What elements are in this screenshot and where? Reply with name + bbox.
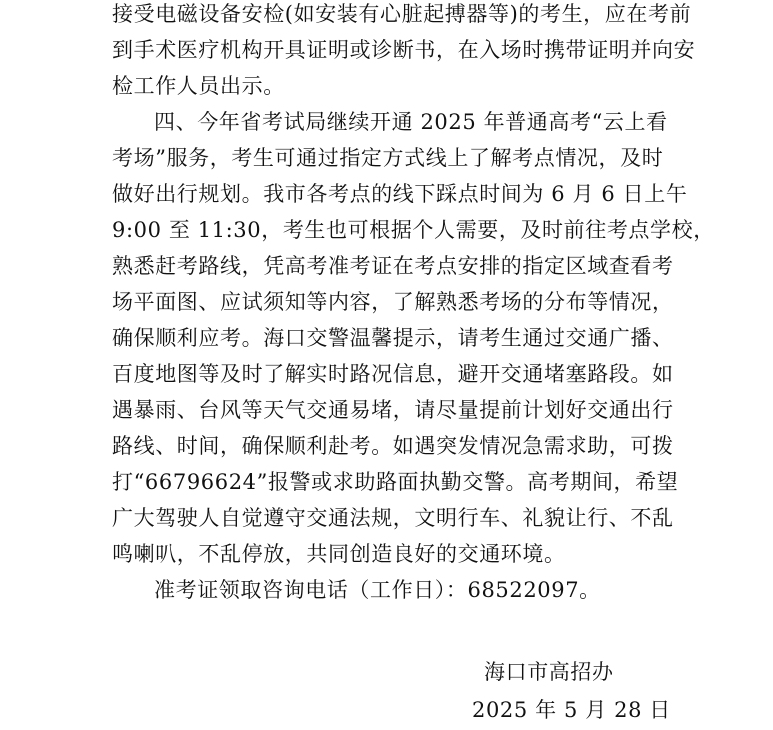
body-text-line: 鸣喇叭，不乱停放，共同创造良好的交通环境。 xyxy=(112,542,566,566)
body-text-line: 打“66796624”报警或求助路面执勤交警。高考期间，希望 xyxy=(112,470,679,494)
body-text-line: 到手术医疗机构开具证明或诊断书，在入场时携带证明并向安 xyxy=(112,38,696,62)
body-text-line: 路线、时间，确保顺利赴考。如遇突发情况急需求助，可拨 xyxy=(112,434,674,458)
body-text-line: 接受电磁设备安检(如安装有心脏起搏器等)的考生，应在考前 xyxy=(112,2,692,26)
body-text-line: 百度地图等及时了解实时路况信息，避开交通堵塞路段。如 xyxy=(112,362,674,386)
signature-org: 海口市高招办 xyxy=(484,660,614,684)
body-text-line: 广大驾驶人自觉遵守交通法规，文明行车、礼貌让行、不乱 xyxy=(112,506,674,530)
body-text-line: 场平面图、应试须知等内容，了解熟悉考场的分布等情况， xyxy=(112,290,674,314)
body-text-line: 确保顺利应考。海口交警温馨提示，请考生通过交通广播、 xyxy=(112,326,674,350)
paragraph-four-start: 四、今年省考试局继续开通 2025 年普通高考“云上看 xyxy=(154,110,668,134)
body-text-line: 9:00 至 11:30，考生也可根据个人需要，及时前往考点学校， xyxy=(112,218,715,242)
body-text-line: 考场”服务，考生可通过指定方式线上了解考点情况，及时 xyxy=(112,146,664,170)
body-text-line: 熟悉赶考路线，凭高考准考证在考点安排的指定区域查看考 xyxy=(112,254,674,278)
contact-phone-line: 准考证领取咨询电话（工作日）：68522097。 xyxy=(154,578,601,602)
signature-date: 2025 年 5 月 28 日 xyxy=(472,698,671,722)
body-text-line: 遇暴雨、台风等天气交通易堵，请尽量提前计划好交通出行 xyxy=(112,398,674,422)
body-text-line: 检工作人员出示。 xyxy=(112,74,285,98)
body-text-line: 做好出行规划。我市各考点的线下踩点时间为 6 月 6 日上午 xyxy=(112,182,688,206)
